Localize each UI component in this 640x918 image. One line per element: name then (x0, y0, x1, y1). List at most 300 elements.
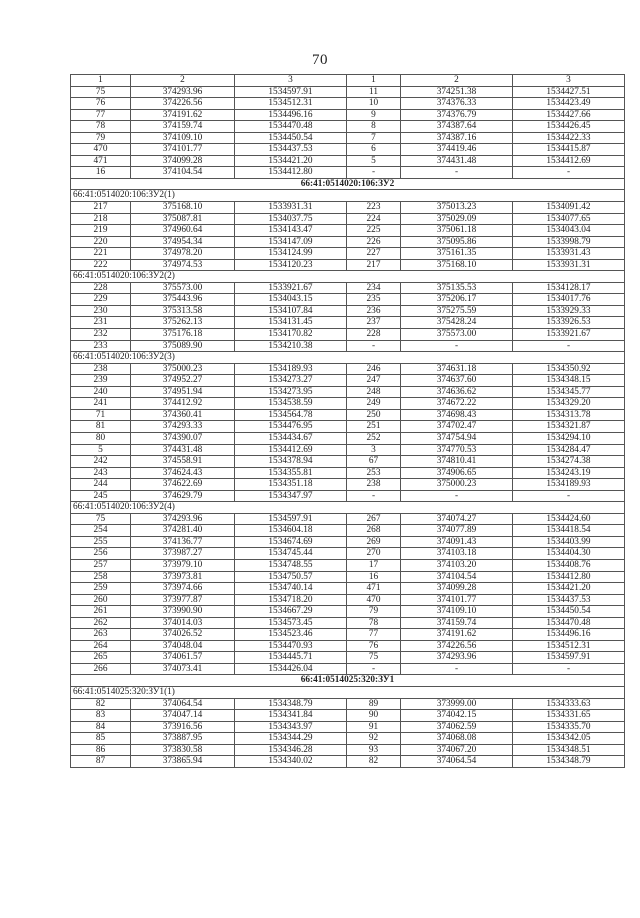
table-row (71, 536, 625, 548)
table-cell: 374064.54 (131, 698, 235, 710)
table-cell: 1534667.29 (235, 606, 347, 618)
table-cell: 241 (71, 398, 131, 410)
table-cell: 77 (347, 629, 401, 641)
table-cell: 83 (71, 710, 131, 722)
coordinates-table (70, 74, 625, 768)
table-cell: 232 (71, 329, 131, 341)
table-cell: 1534294.10 (513, 432, 625, 444)
table-cell: 1534434.67 (235, 432, 347, 444)
table-row (71, 583, 625, 595)
table-cell: 1534412.80 (513, 571, 625, 583)
table-cell: - (347, 340, 401, 352)
table-row (71, 756, 625, 768)
table-cell: 1534470.48 (235, 121, 347, 133)
table-cell: 6 (347, 144, 401, 156)
table-cell: 1534348.15 (513, 375, 625, 387)
table-cell: 247 (347, 375, 401, 387)
table-row (71, 444, 625, 456)
table-cell: - (401, 167, 513, 179)
table-cell: 222 (71, 259, 131, 271)
table-cell: 375168.10 (401, 259, 513, 271)
table-cell: 1534597.91 (235, 86, 347, 98)
table-cell: 248 (347, 386, 401, 398)
page-number: 70 (312, 52, 328, 68)
table-cell: 374136.77 (131, 536, 235, 548)
table-row (71, 386, 625, 398)
table-cell: 375313.58 (131, 305, 235, 317)
table-cell: 374191.62 (131, 109, 235, 121)
table-cell: 374074.27 (401, 513, 513, 525)
table-cell: 374281.40 (131, 525, 235, 537)
table-cell: 1534043.04 (513, 225, 625, 237)
header-cell: 3 (235, 75, 347, 87)
table-row (71, 109, 625, 121)
table-row (71, 594, 625, 606)
table-cell: 256 (71, 548, 131, 560)
table-cell: 1533929.33 (513, 305, 625, 317)
table-cell: 218 (71, 213, 131, 225)
table-cell: 471 (347, 583, 401, 595)
table-row (71, 559, 625, 571)
table-cell: 1533998.79 (513, 236, 625, 248)
table-cell: 79 (71, 132, 131, 144)
table-cell: 374042.15 (401, 710, 513, 722)
table-cell: 374101.77 (401, 594, 513, 606)
table-cell: 220 (71, 236, 131, 248)
table-cell: 1533931.43 (513, 248, 625, 260)
table-cell: 1534538.59 (235, 398, 347, 410)
table-cell: 255 (71, 536, 131, 548)
table-cell: 1534423.49 (513, 98, 625, 110)
table-cell: 238 (347, 479, 401, 491)
table-cell: - (513, 340, 625, 352)
table-cell: 374062.59 (401, 721, 513, 733)
table-cell: 374952.27 (131, 375, 235, 387)
table-cell: 221 (71, 248, 131, 260)
subsection-heading-row (71, 502, 625, 514)
table-cell: 374159.74 (401, 617, 513, 629)
table-cell: 1534313.78 (513, 409, 625, 421)
table-cell: 374104.54 (401, 571, 513, 583)
table-cell: 374419.46 (401, 144, 513, 156)
header-cell: 2 (401, 75, 513, 87)
table-cell: 374014.03 (131, 617, 235, 629)
table-cell: 77 (71, 109, 131, 121)
table-cell: 373979.10 (131, 559, 235, 571)
table-cell: 1534512.31 (235, 98, 347, 110)
table-cell: 270 (347, 548, 401, 560)
table-cell: 374103.18 (401, 548, 513, 560)
table-cell: 374251.38 (401, 86, 513, 98)
table-header-row (71, 75, 625, 87)
table-cell: 375573.00 (131, 282, 235, 294)
table-cell: 76 (71, 98, 131, 110)
subsection-heading: 66:41:0514020:106:ЗУ2(4) (71, 502, 625, 514)
table-cell: 8 (347, 121, 401, 133)
table-row (71, 282, 625, 294)
table-row (71, 259, 625, 271)
table-row (71, 548, 625, 560)
table-cell: 1534037.75 (235, 213, 347, 225)
table-cell: 7 (347, 132, 401, 144)
table-cell: 1534424.60 (513, 513, 625, 525)
table-cell: 374068.08 (401, 733, 513, 745)
table-row (71, 329, 625, 341)
table-cell: 374390.07 (131, 432, 235, 444)
table-cell: 375000.23 (131, 363, 235, 375)
table-cell: 236 (347, 305, 401, 317)
table-cell: 375262.13 (131, 317, 235, 329)
table-cell: 242 (71, 456, 131, 468)
table-cell: 1534347.97 (235, 490, 347, 502)
table-cell: 253 (347, 467, 401, 479)
table-cell: 374376.33 (401, 98, 513, 110)
table-cell: 82 (347, 756, 401, 768)
table-cell: 1534437.53 (235, 144, 347, 156)
section-heading-row (71, 675, 625, 687)
table-cell: 374387.16 (401, 132, 513, 144)
subsection-heading: 66:41:0514020:106:ЗУ2(1) (71, 190, 625, 202)
table-cell: 249 (347, 398, 401, 410)
header-cell: 1 (347, 75, 401, 87)
table-cell: 1534143.47 (235, 225, 347, 237)
table-cell: 267 (347, 513, 401, 525)
table-cell: 1534403.99 (513, 536, 625, 548)
table-cell: 375089.90 (131, 340, 235, 352)
table-cell: 1534437.53 (513, 594, 625, 606)
table-row (71, 132, 625, 144)
table-cell: 1534342.05 (513, 733, 625, 745)
table-row (71, 340, 625, 352)
table-cell: 374109.10 (401, 606, 513, 618)
table-cell: 375061.18 (401, 225, 513, 237)
table-cell: 373990.90 (131, 606, 235, 618)
table-cell: 89 (347, 698, 401, 710)
table-cell: 1534470.48 (513, 617, 625, 629)
table-cell: - (401, 340, 513, 352)
table-cell: 1534273.95 (235, 386, 347, 398)
table-row (71, 86, 625, 98)
table-cell: 1534274.38 (513, 456, 625, 468)
table-row (71, 225, 625, 237)
table-cell: 76 (347, 640, 401, 652)
table-row (71, 409, 625, 421)
table-cell: 374978.20 (131, 248, 235, 260)
table-cell: 374702.47 (401, 421, 513, 433)
table-cell: 374906.65 (401, 467, 513, 479)
section-heading: 66:41:0514025:320:ЗУ1 (71, 675, 625, 687)
table-cell: 263 (71, 629, 131, 641)
table-cell: 1534077.65 (513, 213, 625, 225)
table-cell: 1533921.67 (513, 329, 625, 341)
table-cell: 374047.14 (131, 710, 235, 722)
table-cell: 10 (347, 98, 401, 110)
table-cell: 1534243.19 (513, 467, 625, 479)
table-cell: 234 (347, 282, 401, 294)
table-cell: 373973.81 (131, 571, 235, 583)
table-row (71, 375, 625, 387)
table-cell: 1534496.16 (235, 109, 347, 121)
table-cell: 1534450.54 (235, 132, 347, 144)
table-cell: 375013.23 (401, 202, 513, 214)
table-cell: 374672.22 (401, 398, 513, 410)
table-row (71, 144, 625, 156)
table-cell: 1534343.97 (235, 721, 347, 733)
table-cell: 81 (71, 421, 131, 433)
table-cell: 1533931.31 (513, 259, 625, 271)
table-row (71, 525, 625, 537)
table-cell: 86 (71, 744, 131, 756)
table-row (71, 467, 625, 479)
table-cell: 1534512.31 (513, 640, 625, 652)
table-cell: 67 (347, 456, 401, 468)
table-cell: 373830.58 (131, 744, 235, 756)
table-cell: 251 (347, 421, 401, 433)
table-cell: 374960.64 (131, 225, 235, 237)
table-cell: 471 (71, 155, 131, 167)
table-cell: 1534421.20 (513, 583, 625, 595)
table-cell: 231 (71, 317, 131, 329)
table-cell: 16 (71, 167, 131, 179)
table-cell: 1533931.31 (235, 202, 347, 214)
table-row (71, 744, 625, 756)
table-cell: 225 (347, 225, 401, 237)
table-cell: - (401, 490, 513, 502)
table-cell: 374191.62 (401, 629, 513, 641)
table-cell: 257 (71, 559, 131, 571)
table-cell: 1534718.20 (235, 594, 347, 606)
table-cell: 375087.81 (131, 213, 235, 225)
table-cell: 1534284.47 (513, 444, 625, 456)
table-cell: 1534470.93 (235, 640, 347, 652)
table-cell: 1534412.69 (513, 155, 625, 167)
table-cell: 375573.00 (401, 329, 513, 341)
table-cell: 374360.41 (131, 409, 235, 421)
table-cell: 374770.53 (401, 444, 513, 456)
table-cell: 9 (347, 109, 401, 121)
table-cell: 268 (347, 525, 401, 537)
table-row (71, 721, 625, 733)
table-cell: 1534210.38 (235, 340, 347, 352)
table-cell: 224 (347, 213, 401, 225)
table-cell: 1534564.78 (235, 409, 347, 421)
table-cell: 374091.43 (401, 536, 513, 548)
table-row (71, 513, 625, 525)
table-cell: 1534422.33 (513, 132, 625, 144)
table-cell: 244 (71, 479, 131, 491)
table-cell: 1533921.67 (235, 282, 347, 294)
table-cell: 1534496.16 (513, 629, 625, 641)
table-cell: 261 (71, 606, 131, 618)
table-cell: 1534476.95 (235, 421, 347, 433)
table-cell: 230 (71, 305, 131, 317)
table-row (71, 698, 625, 710)
table-cell: 374431.48 (131, 444, 235, 456)
table-cell: 1534346.28 (235, 744, 347, 756)
table-cell: 240 (71, 386, 131, 398)
table-cell: 1534523.46 (235, 629, 347, 641)
table-row (71, 236, 625, 248)
table-cell: 1534329.20 (513, 398, 625, 410)
table-cell: 1534340.02 (235, 756, 347, 768)
table-row (71, 432, 625, 444)
table-cell: 75 (71, 86, 131, 98)
table-cell: 374636.62 (401, 386, 513, 398)
table-row (71, 617, 625, 629)
subsection-heading: 66:41:0514020:106:ЗУ2(3) (71, 352, 625, 364)
table-cell: 1534091.42 (513, 202, 625, 214)
table-cell: 75 (71, 513, 131, 525)
table-cell: 374293.96 (401, 652, 513, 664)
table-cell: 79 (347, 606, 401, 618)
table-row (71, 398, 625, 410)
table-cell: 17 (347, 559, 401, 571)
table-cell: 262 (71, 617, 131, 629)
table-cell: 245 (71, 490, 131, 502)
table-cell: 374073.41 (131, 663, 235, 675)
table-cell: 5 (347, 155, 401, 167)
table-cell: 374077.89 (401, 525, 513, 537)
table-row (71, 121, 625, 133)
table-cell: 3 (347, 444, 401, 456)
table-cell: 1534404.30 (513, 548, 625, 560)
table-row (71, 98, 625, 110)
table-cell: 1534748.55 (235, 559, 347, 571)
table-cell: 228 (71, 282, 131, 294)
table-cell: 223 (347, 202, 401, 214)
table-cell: 252 (347, 432, 401, 444)
table-cell: 1534189.93 (235, 363, 347, 375)
table-cell: 374558.91 (131, 456, 235, 468)
subsection-heading-row (71, 190, 625, 202)
table-cell: 374293.33 (131, 421, 235, 433)
table-cell: 374099.28 (131, 155, 235, 167)
table-cell: 260 (71, 594, 131, 606)
table-row (71, 305, 625, 317)
table-row (71, 317, 625, 329)
table-cell: 1534043.15 (235, 294, 347, 306)
table-cell: 373865.94 (131, 756, 235, 768)
table-cell: - (347, 663, 401, 675)
table-cell: 1533926.53 (513, 317, 625, 329)
table-cell: 1534131.45 (235, 317, 347, 329)
table-row (71, 571, 625, 583)
table-row (71, 202, 625, 214)
table-cell: 373977.87 (131, 594, 235, 606)
table-cell: 11 (347, 86, 401, 98)
table-cell: 374622.69 (131, 479, 235, 491)
table-cell: 374974.53 (131, 259, 235, 271)
table-cell: 1534355.81 (235, 467, 347, 479)
table-cell: 269 (347, 536, 401, 548)
table-cell: 374698.43 (401, 409, 513, 421)
table-cell: 1534348.51 (513, 744, 625, 756)
table-cell: 1534128.17 (513, 282, 625, 294)
table-cell: 250 (347, 409, 401, 421)
table-cell: 1534427.51 (513, 86, 625, 98)
table-cell: 1534740.14 (235, 583, 347, 595)
table-cell: 374637.60 (401, 375, 513, 387)
section-heading-row (71, 178, 625, 190)
section-heading: 66:41:0514020:106:ЗУ2 (71, 178, 625, 190)
table-row (71, 640, 625, 652)
table-cell: 374293.96 (131, 86, 235, 98)
table-cell: 1534335.70 (513, 721, 625, 733)
table-cell: 265 (71, 652, 131, 664)
table-cell: 374226.56 (131, 98, 235, 110)
table-row (71, 652, 625, 664)
table-cell: 374631.18 (401, 363, 513, 375)
subsection-heading: 66:41:0514020:106:ЗУ2(2) (71, 271, 625, 283)
table-cell: 374387.64 (401, 121, 513, 133)
table-cell: 1534750.57 (235, 571, 347, 583)
subsection-heading-row (71, 271, 625, 283)
table-cell: 1534189.93 (513, 479, 625, 491)
table-cell: 374754.94 (401, 432, 513, 444)
table-cell: 1534427.66 (513, 109, 625, 121)
table-cell: 373987.27 (131, 548, 235, 560)
table-cell: 375428.24 (401, 317, 513, 329)
table-cell: 1534426.45 (513, 121, 625, 133)
table-cell: 1534597.91 (513, 652, 625, 664)
table-cell: 375029.09 (401, 213, 513, 225)
table-cell: 235 (347, 294, 401, 306)
table-cell: 93 (347, 744, 401, 756)
table-cell: 90 (347, 710, 401, 722)
table-cell: 1534421.20 (235, 155, 347, 167)
table-cell: 92 (347, 733, 401, 745)
table-cell: 84 (71, 721, 131, 733)
table-cell: 374048.04 (131, 640, 235, 652)
table-cell: 85 (71, 733, 131, 745)
table-cell: 243 (71, 467, 131, 479)
table-cell: 1534348.79 (235, 698, 347, 710)
table-cell: 374629.79 (131, 490, 235, 502)
table-cell: 470 (347, 594, 401, 606)
table-cell: 217 (71, 202, 131, 214)
table-cell: 375161.35 (401, 248, 513, 260)
table-cell: 246 (347, 363, 401, 375)
table-cell: 1534445.71 (235, 652, 347, 664)
table-cell: 1534378.94 (235, 456, 347, 468)
table-cell: 374293.96 (131, 513, 235, 525)
table-cell: 1534333.63 (513, 698, 625, 710)
table-cell: 1534331.65 (513, 710, 625, 722)
table-cell: 1534745.44 (235, 548, 347, 560)
table-row (71, 479, 625, 491)
table-row (71, 733, 625, 745)
table-cell: 374412.92 (131, 398, 235, 410)
table-cell: 374159.74 (131, 121, 235, 133)
subsection-heading: 66:41:0514025:320:ЗУ1(1) (71, 686, 625, 698)
table-cell: 1534341.84 (235, 710, 347, 722)
table-cell: 1534674.69 (235, 536, 347, 548)
table-cell: 1534412.69 (235, 444, 347, 456)
table-cell: 82 (71, 698, 131, 710)
table-cell: 239 (71, 375, 131, 387)
table-cell: 1534321.87 (513, 421, 625, 433)
table-cell: 1534147.09 (235, 236, 347, 248)
table-cell: 1534426.04 (235, 663, 347, 675)
table-cell: - (513, 490, 625, 502)
table-cell: 1534344.29 (235, 733, 347, 745)
table-cell: 1534124.99 (235, 248, 347, 260)
table-cell: 233 (71, 340, 131, 352)
table-cell: 374099.28 (401, 583, 513, 595)
table-cell: 375176.18 (131, 329, 235, 341)
table-row (71, 167, 625, 179)
table-cell: 374109.10 (131, 132, 235, 144)
